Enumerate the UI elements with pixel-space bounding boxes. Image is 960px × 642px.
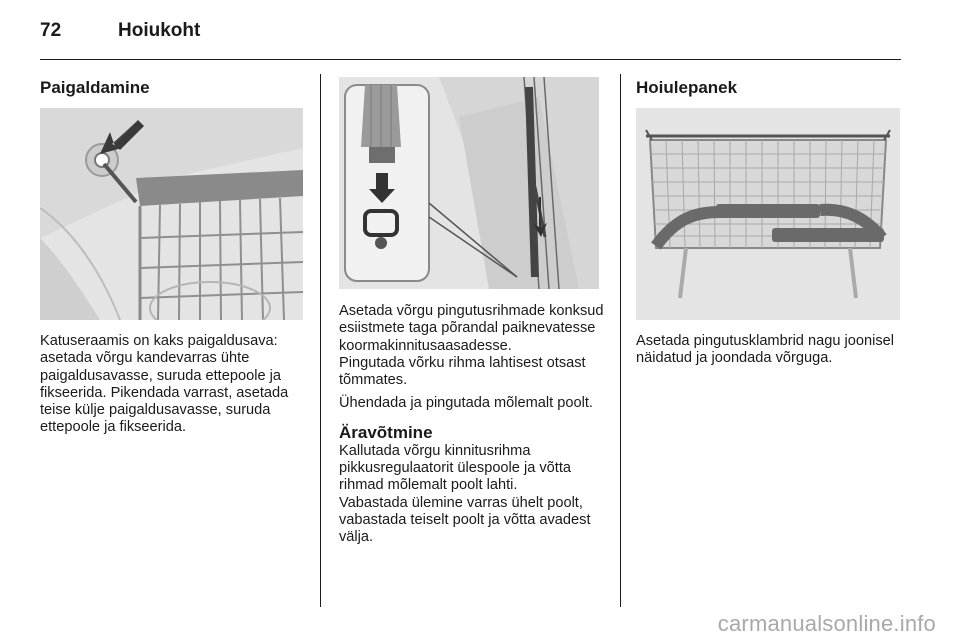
- column-divider-1: [320, 74, 321, 607]
- header-rule: [40, 59, 901, 60]
- installation-illustration: [40, 108, 303, 320]
- strap-hook-diagram: [339, 77, 599, 289]
- storage-illustration: [636, 108, 900, 320]
- watermark: carmanualsonline.info: [717, 611, 936, 636]
- strap-paragraph-1: Asetada võrgu pingutusrihmade konksud esiistmete taga põrandal paiknevatesse koormakinnitusaasadesse.: [339, 303, 604, 354]
- installation-paragraph: Katuseraamis on kaks paigaldusava: asetada võrgu kandevarras ühte paigaldusavasse, suruda ettepoole ja fikseerida. Pikendada varrast, asetada teise külje paigaldusavasse, suruda ettepoole ja fikseerida.: [40, 333, 289, 436]
- removal-paragraph-1: Kallutada võrgu kinnitusrihma pikkusregulaatorit ülespoole ja võtta rihmad mõlemalt poolt lahti.: [339, 442, 572, 494]
- strap-text: [339, 303, 611, 547]
- page-header: [40, 20, 200, 50]
- strap-clamp-left: [716, 204, 820, 218]
- strap-illustration: [339, 77, 599, 289]
- page-number: 72: [40, 20, 62, 41]
- rolled-net-diagram: [636, 108, 900, 320]
- chapter-title: Hoiukoht: [118, 20, 201, 41]
- section-heading-installation: Paigaldamine: [40, 78, 150, 97]
- section-heading-storage: Hoiulepanek: [636, 78, 738, 97]
- section-heading-removal: Äravõtmine: [339, 422, 433, 442]
- installation-text: [40, 333, 312, 437]
- storage-paragraph: Asetada pingutusklambrid nagu joonisel näidatud ja joondada võrguga.: [636, 333, 894, 367]
- storage-text: [636, 333, 896, 368]
- strap-paragraph-3: Ühendada ja pingutada mõlemalt poolt.: [339, 395, 593, 412]
- roof-mount-diagram: [40, 108, 303, 320]
- column-divider-2: [620, 74, 621, 607]
- strap-paragraph-2: Pingutada võrku rihma lahtisest otsast tõmmates.: [339, 354, 586, 389]
- removal-paragraph-2: Vabastada ülemine varras ühelt poolt, vabastada teiselt poolt ja võtta avadest välja.: [339, 494, 591, 546]
